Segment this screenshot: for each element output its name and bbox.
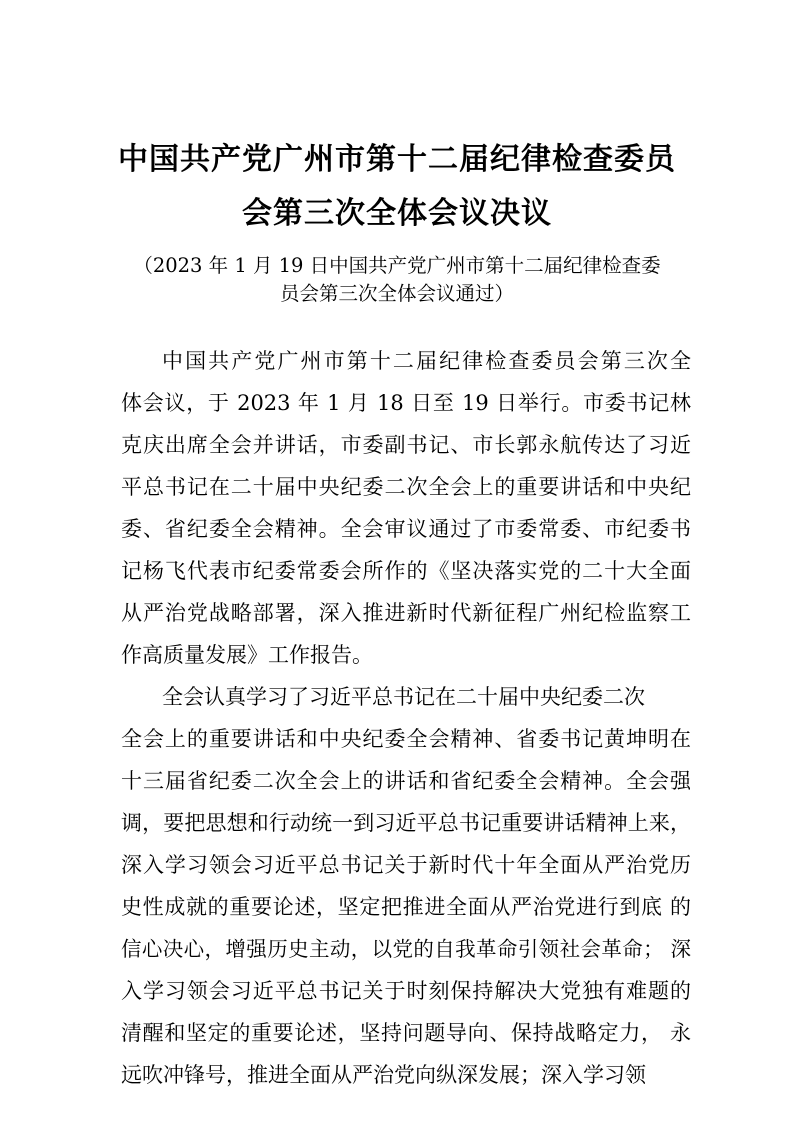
paragraph-2-line: 十三届省纪委二次全会上的讲话和省纪委全会精神。全会强 <box>121 769 691 793</box>
paragraph-2-line: 信心决心，增强历史主动，以党的自我革命引领社会革命； 深 <box>121 937 691 961</box>
paragraph-2-line: 调，要把思想和行动统一到习近平总书记重要讲话精神上来， <box>121 811 691 835</box>
paragraph-1-line: 记杨飞代表市纪委常委会所作的《坚决落实党的二十大全面 <box>121 559 691 583</box>
paragraph-1-line: 平总书记在二十届中央纪委二次全会上的重要讲话和中央纪 <box>121 475 691 499</box>
paragraph-1-line: 作高质量发展》工作报告。 <box>121 643 373 667</box>
document-subtitle-line-2: 员会第三次全体会议通过） <box>279 282 514 305</box>
document-title-line-1: 中国共产党广州市第十二届纪律检查委员 <box>118 142 676 177</box>
paragraph-1-line: 体会议，于 2023 年 1 月 18 日至 19 日举行。市委书记林 <box>121 391 691 415</box>
paragraph-2-line: 史性成就的重要论述，坚定把推进全面从严治党进行到底 的 <box>121 895 691 919</box>
paragraph-2-line: 入学习领会习近平总书记关于时刻保持解决大党独有难题的 <box>121 979 691 1003</box>
paragraph-2-line: 清醒和坚定的重要论述，坚持问题导向、保持战略定力， 永 <box>121 1021 691 1045</box>
document-title-line-2: 会第三次全体会议决议 <box>242 196 552 231</box>
paragraph-1-line: 克庆出席全会并讲话，市委副书记、市长郭永航传达了习近 <box>121 433 691 457</box>
paragraph-1-line: 委、省纪委全会精神。全会审议通过了市委常委、市纪委书 <box>121 517 691 541</box>
paragraph-2-line: 全会上的重要讲话和中央纪委全会精神、省委书记黄坤明在 <box>121 727 691 751</box>
paragraph-1-line: 中国共产党广州市第十二届纪律检查委员会第三次全 <box>162 349 691 373</box>
paragraph-1-line: 从严治党战略部署，深入推进新时代新征程广州纪检监察工 <box>121 601 691 625</box>
paragraph-2-line: 全会认真学习了习近平总书记在二十届中央纪委二次 <box>162 685 645 709</box>
paragraph-2-line: 远吹冲锋号，推进全面从严治党向纵深发展；深入学习领 <box>121 1063 646 1087</box>
paragraph-2-line: 深入学习领会习近平总书记关于新时代十年全面从严治党历 <box>121 853 691 877</box>
document-subtitle-line-1: （2023 年 1 月 19 日中国共产党广州市第十二届纪律检查委 <box>133 254 661 277</box>
